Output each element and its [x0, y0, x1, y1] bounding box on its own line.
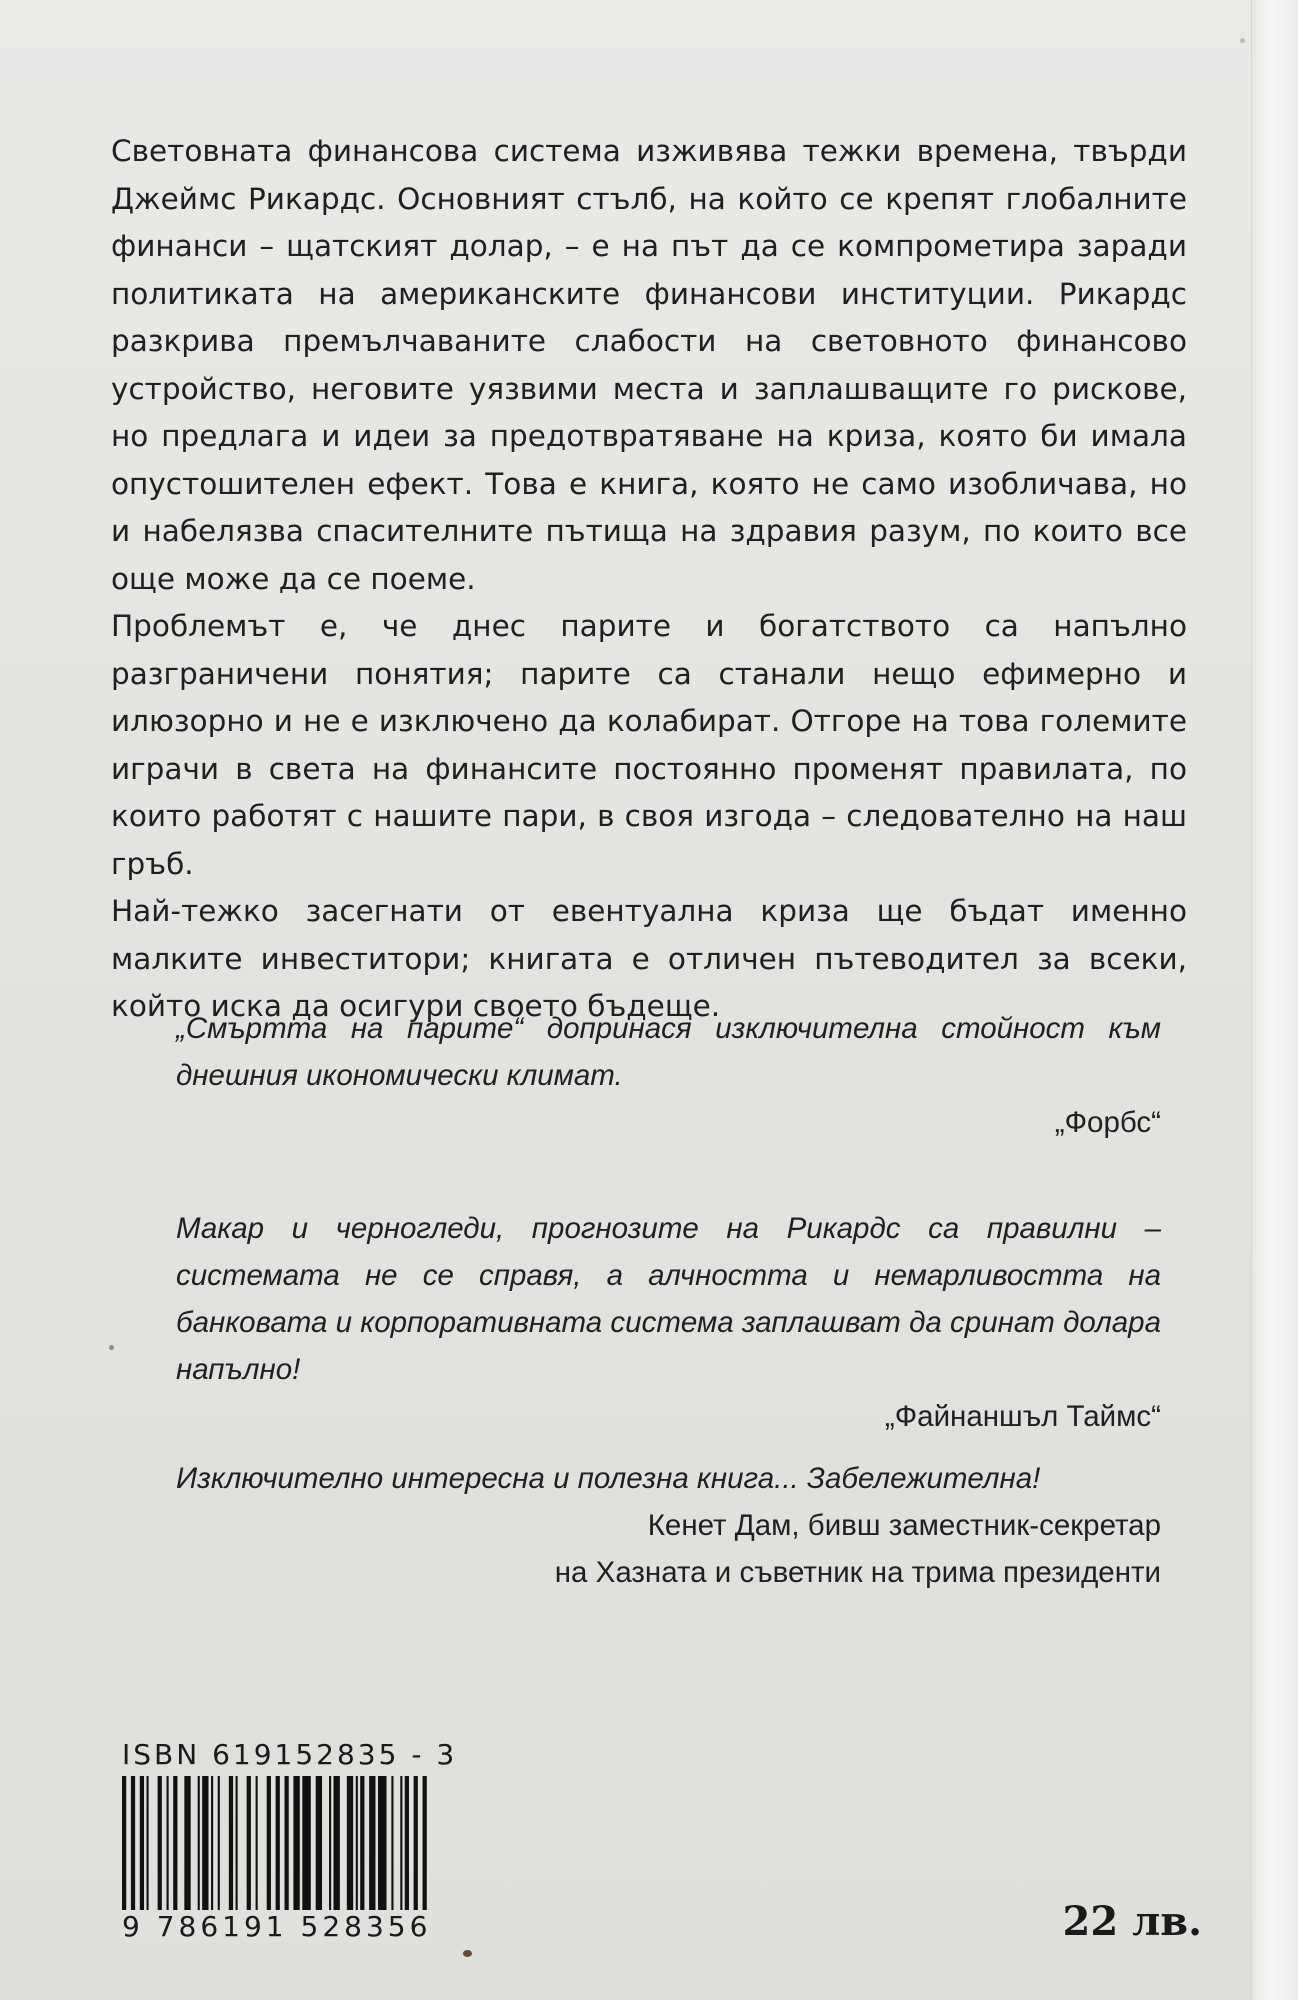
- barcode-bar: [360, 1776, 364, 1918]
- barcode-bar: [414, 1776, 418, 1918]
- isbn-label: ISBN 619152835 - 3: [122, 1738, 458, 1771]
- barcode-bar: [236, 1776, 238, 1918]
- quote-source: „Файнаншъл Таймс“: [884, 1400, 1161, 1433]
- barcode-bar: [405, 1776, 409, 1918]
- barcode-bar: [391, 1776, 393, 1918]
- barcode-bar: [122, 1776, 126, 1918]
- barcode-bar: [131, 1776, 135, 1918]
- quote-text: Макар и черногледи, прогнозите на Рикардс са правилни – системата не се справя, а алчността и немарливостта на банковата и корпоративната система заплашват да сринат долара напълно!: [176, 1212, 1161, 1386]
- cover-edge: [1251, 0, 1298, 2000]
- quote-source-line-1: Кенет Дам, бивш заместник-секретар: [647, 1509, 1161, 1542]
- barcode-bar: [158, 1776, 162, 1918]
- paper-speck: [1240, 38, 1245, 43]
- barcode-bar: [247, 1776, 251, 1918]
- barcode-bar: [267, 1776, 271, 1918]
- barcode-bar: [293, 1776, 299, 1918]
- barcode-bar: [302, 1776, 310, 1918]
- barcode-bar: [167, 1776, 169, 1918]
- quote-source-line-2: на Хазната и съветник на трима президенти: [554, 1556, 1161, 1589]
- barcode-bar: [218, 1776, 220, 1918]
- review-quote-forbes: [176, 1005, 1161, 1146]
- barcode-bar: [140, 1776, 144, 1918]
- barcode-bar: [202, 1776, 208, 1918]
- barcode-bar: [173, 1776, 177, 1918]
- barcode-bar: [229, 1776, 233, 1918]
- barcode-bar: [211, 1776, 213, 1918]
- blurb-paragraph-3: Най-тежко засегнати от евентуална криза ще бъдат именно малките инвеститори; книгата е отличен пътеводител за всеки, който иска да осигури своето бъдеще.: [111, 894, 1187, 1023]
- quote-text: „Смъртта на парите“ допринася изключителна стойност към днешния икономически климат.: [176, 1012, 1161, 1092]
- barcode-bar: [334, 1776, 340, 1918]
- paper-speck: [109, 1345, 114, 1350]
- barcode-bar: [256, 1776, 258, 1918]
- barcode-bar: [329, 1776, 331, 1918]
- barcode-bar: [184, 1776, 190, 1918]
- barcode-bar: [276, 1776, 280, 1918]
- barcode-bar: [400, 1776, 402, 1918]
- review-quote-kenneth-dam: [176, 1455, 1161, 1596]
- barcode-bar: [369, 1776, 375, 1918]
- barcode-bar: [198, 1776, 200, 1918]
- blurb-paragraph-1: Световната финансова система изживява тежки времена, твърди Джеймс Рикардс. Основният стълб, на който се крепят глобалните финанси – щатският долар, – е на път да се компрометира заради политиката на американските финансови институции. Рикардс разкрива премълчаваните слабости на световното финансово устройство, неговите уязвими места и заплашващите го рискове, но предлага и идеи за предотвратяване на криза, която би имала опустошителен ефект. Това е книга, която не само изобличава, но и набелязва спасителните пътища на здравия разум, по които все още може да се поеме.: [111, 134, 1187, 596]
- barcode-bar: [316, 1776, 322, 1918]
- barcode-bar: [285, 1776, 289, 1918]
- barcode-bar: [146, 1776, 148, 1918]
- quote-text: Изключително интересна и полезна книга... Забележителна!: [176, 1462, 1041, 1495]
- review-quote-financial-times: [176, 1205, 1161, 1440]
- barcode-bar: [423, 1776, 427, 1918]
- price-label: 22 лв.: [1062, 1898, 1202, 1945]
- barcode-digits: 9 786191 528356: [122, 1910, 432, 1943]
- barcode-bar: [378, 1776, 386, 1918]
- quote-source: „Форбс“: [1054, 1106, 1161, 1139]
- paper-speck: [463, 1950, 472, 1957]
- barcode: [122, 1776, 427, 1918]
- barcode-bar: [356, 1776, 358, 1918]
- blurb-text: [111, 128, 1187, 1031]
- blurb-paragraph-2: Проблемът е, че днес парите и богатството са напълно разграничени понятия; парите са станали нещо ефимерно и илюзорно и не е изключено да колабират. Отгоре на това големите играчи в света на финансите постоянно променят правилата, по които работят с нашите пари, в своя изгода – следователно на наш гръб.: [111, 609, 1187, 881]
- barcode-bar: [347, 1776, 353, 1918]
